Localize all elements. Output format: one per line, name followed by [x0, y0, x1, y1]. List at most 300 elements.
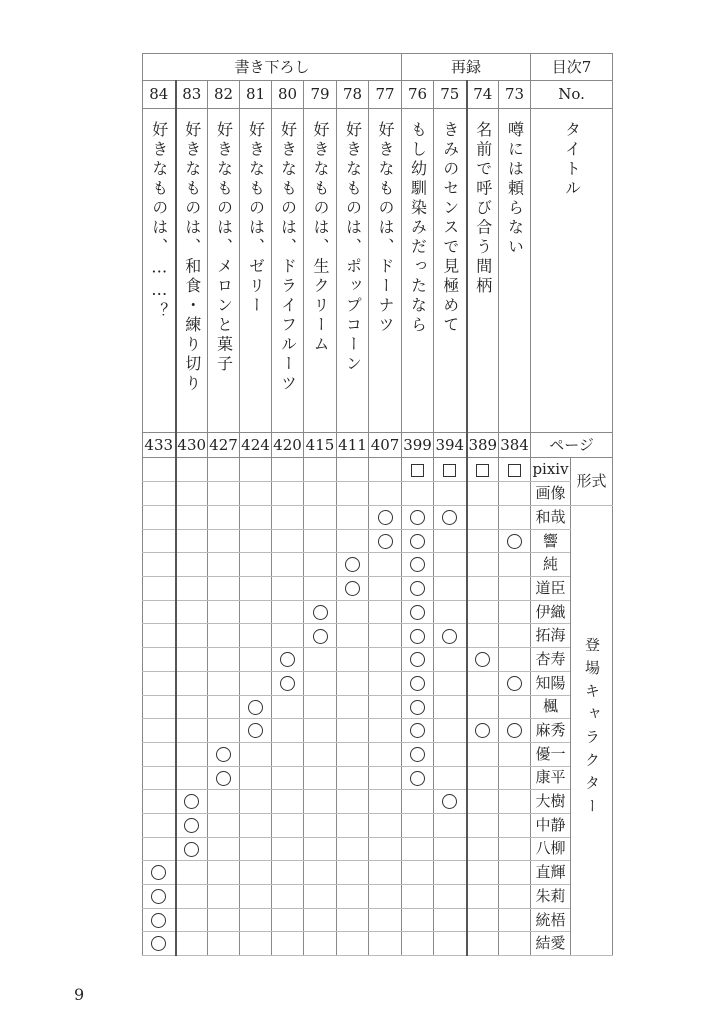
- episode-page: 433: [143, 433, 176, 458]
- episode-title-cell: [467, 109, 499, 433]
- appearance-cell: [304, 553, 337, 577]
- image-cell: [402, 482, 434, 506]
- appearance-cell: [208, 861, 240, 885]
- appearance-cell: [240, 766, 272, 790]
- appearance-cell: [240, 861, 272, 885]
- appearance-cell: [143, 600, 176, 624]
- appearance-cell: [337, 553, 369, 577]
- appearance-cell: [369, 671, 402, 695]
- appearance-cell: [499, 719, 531, 743]
- appearance-cell: [499, 648, 531, 672]
- episode-title: 名前で呼び合う間柄: [473, 121, 493, 297]
- appearance-cell: [434, 624, 467, 648]
- episode-page: 420: [272, 433, 304, 458]
- episode-number: 75: [434, 81, 467, 109]
- appearance-cell: [369, 908, 402, 932]
- appearance-cell: [337, 506, 369, 530]
- appearance-cell: [240, 813, 272, 837]
- appearance-circle-icon: [151, 889, 166, 904]
- character-name: 和哉: [531, 506, 571, 530]
- character-name: 大樹: [531, 790, 571, 814]
- episode-number: 76: [402, 81, 434, 109]
- appearance-cell: [208, 506, 240, 530]
- appearance-cell: [176, 529, 208, 553]
- appearance-cell: [369, 766, 402, 790]
- appearance-cell: [434, 600, 467, 624]
- appearance-cell: [499, 885, 531, 909]
- appearance-cell: [337, 648, 369, 672]
- appearance-circle-icon: [410, 700, 425, 715]
- appearance-circle-icon: [184, 818, 199, 833]
- appearance-cell: [208, 553, 240, 577]
- appearance-circle-icon: [475, 652, 490, 667]
- appearance-cell: [176, 553, 208, 577]
- appearance-cell: [240, 624, 272, 648]
- appearance-cell: [272, 577, 304, 601]
- appearance-cell: [176, 742, 208, 766]
- appearance-cell: [434, 719, 467, 743]
- appearance-cell: [337, 577, 369, 601]
- appearance-cell: [143, 529, 176, 553]
- appearance-circle-icon: [507, 723, 522, 738]
- appearance-circle-icon: [507, 676, 522, 691]
- appearance-cell: [176, 861, 208, 885]
- appearance-cell: [369, 885, 402, 909]
- pixiv-cell: [402, 458, 434, 482]
- appearance-cell: [434, 837, 467, 861]
- appearance-circle-icon: [248, 723, 263, 738]
- episode-number: 74: [467, 81, 499, 109]
- appearance-cell: [434, 529, 467, 553]
- appearance-circle-icon: [410, 534, 425, 549]
- appearance-cell: [208, 932, 240, 956]
- appearance-cell: [272, 861, 304, 885]
- appearance-cell: [272, 742, 304, 766]
- appearance-cell: [402, 885, 434, 909]
- character-name: 杏寿: [531, 648, 571, 672]
- appearance-cell: [208, 719, 240, 743]
- appearance-cell: [467, 837, 499, 861]
- appearance-cell: [434, 790, 467, 814]
- appearance-circle-icon: [313, 629, 328, 644]
- appearance-cell: [176, 932, 208, 956]
- appearance-cell: [304, 719, 337, 743]
- appearance-cell: [337, 742, 369, 766]
- appearance-circle-icon: [151, 936, 166, 951]
- appearance-cell: [240, 529, 272, 553]
- pixiv-cell: [304, 458, 337, 482]
- appearance-circle-icon: [410, 510, 425, 525]
- image-cell: [369, 482, 402, 506]
- appearance-cell: [499, 529, 531, 553]
- pixiv-cell: [176, 458, 208, 482]
- appearance-cell: [337, 671, 369, 695]
- appearance-cell: [176, 885, 208, 909]
- appearance-circle-icon: [410, 771, 425, 786]
- title-label: タイトル: [562, 121, 582, 199]
- episode-page: 394: [434, 433, 467, 458]
- pixiv-cell: [143, 458, 176, 482]
- appearance-cell: [369, 837, 402, 861]
- image-cell: [143, 482, 176, 506]
- character-name: 知陽: [531, 671, 571, 695]
- appearance-cell: [402, 553, 434, 577]
- episode-page: 415: [304, 433, 337, 458]
- appearance-cell: [143, 742, 176, 766]
- appearance-cell: [369, 506, 402, 530]
- appearance-cell: [176, 648, 208, 672]
- episode-title: 噂には頼らない: [505, 121, 525, 258]
- appearance-cell: [143, 908, 176, 932]
- appearance-cell: [369, 861, 402, 885]
- appearance-cell: [143, 648, 176, 672]
- appearance-cell: [337, 908, 369, 932]
- appearance-cell: [272, 932, 304, 956]
- appearance-cell: [337, 861, 369, 885]
- appearance-circle-icon: [410, 723, 425, 738]
- appearance-cell: [304, 648, 337, 672]
- pixiv-checkbox-icon: [508, 464, 521, 477]
- appearance-circle-icon: [184, 794, 199, 809]
- appearance-cell: [143, 624, 176, 648]
- appearance-cell: [208, 885, 240, 909]
- appearance-cell: [434, 813, 467, 837]
- appearance-cell: [499, 577, 531, 601]
- appearance-cell: [402, 529, 434, 553]
- appearance-circle-icon: [151, 865, 166, 880]
- image-cell: [499, 482, 531, 506]
- format-label: 形式: [571, 458, 613, 506]
- episode-title: 好きなものは、ゼリー: [246, 121, 266, 316]
- appearance-cell: [272, 790, 304, 814]
- appearance-cell: [402, 577, 434, 601]
- appearance-cell: [240, 932, 272, 956]
- appearance-cell: [240, 506, 272, 530]
- episode-number: 78: [337, 81, 369, 109]
- appearance-cell: [240, 790, 272, 814]
- appearance-cell: [467, 885, 499, 909]
- appearance-cell: [467, 932, 499, 956]
- appearance-cell: [176, 719, 208, 743]
- episode-title: 好きなものは、生クリーム: [311, 121, 330, 355]
- appearance-cell: [272, 695, 304, 719]
- pixiv-label: pixiv: [531, 458, 571, 482]
- appearance-circle-icon: [280, 676, 295, 691]
- episode-title-cell: [369, 109, 402, 433]
- page-label: ページ: [531, 433, 613, 458]
- appearance-circle-icon: [410, 581, 425, 596]
- appearance-cell: [499, 695, 531, 719]
- appearance-cell: [240, 885, 272, 909]
- appearance-cell: [434, 577, 467, 601]
- appearance-cell: [434, 671, 467, 695]
- appearance-cell: [176, 813, 208, 837]
- appearance-cell: [176, 624, 208, 648]
- appearance-cell: [337, 932, 369, 956]
- appearance-cell: [337, 695, 369, 719]
- appearance-cell: [304, 529, 337, 553]
- appearance-cell: [176, 908, 208, 932]
- appearance-cell: [402, 671, 434, 695]
- appearance-cell: [304, 885, 337, 909]
- episode-title-cell: [240, 109, 272, 433]
- appearance-circle-icon: [442, 794, 457, 809]
- appearance-cell: [402, 600, 434, 624]
- character-name: 優一: [531, 742, 571, 766]
- appearance-cell: [208, 648, 240, 672]
- appearance-cell: [434, 553, 467, 577]
- appearance-cell: [434, 695, 467, 719]
- appearance-cell: [467, 624, 499, 648]
- appearance-circle-icon: [410, 605, 425, 620]
- episode-number: 77: [369, 81, 402, 109]
- appearance-cell: [272, 766, 304, 790]
- episode-title: 好きなものは、ドーナツ: [376, 121, 395, 336]
- appearance-cell: [208, 837, 240, 861]
- episode-title-cell: [208, 109, 240, 433]
- appearance-cell: [369, 813, 402, 837]
- pixiv-checkbox-icon: [443, 464, 456, 477]
- appearance-cell: [304, 506, 337, 530]
- pixiv-cell: [208, 458, 240, 482]
- appearance-cell: [467, 506, 499, 530]
- appearance-cell: [143, 719, 176, 743]
- appearance-cell: [143, 837, 176, 861]
- appearance-cell: [240, 742, 272, 766]
- appearance-cell: [369, 932, 402, 956]
- appearance-circle-icon: [475, 723, 490, 738]
- appearance-cell: [467, 861, 499, 885]
- appearance-cell: [337, 529, 369, 553]
- character-name: 麻秀: [531, 719, 571, 743]
- appearance-cell: [240, 908, 272, 932]
- appearance-cell: [402, 861, 434, 885]
- image-cell: [434, 482, 467, 506]
- pixiv-cell: [467, 458, 499, 482]
- appearance-cell: [499, 837, 531, 861]
- appearance-cell: [402, 624, 434, 648]
- appearance-cell: [143, 813, 176, 837]
- appearance-cell: [176, 506, 208, 530]
- character-name: 結愛: [531, 932, 571, 956]
- appearance-cell: [208, 600, 240, 624]
- image-cell: [304, 482, 337, 506]
- appearance-cell: [272, 648, 304, 672]
- appearance-cell: [467, 600, 499, 624]
- page-number: 9: [74, 985, 85, 1004]
- episode-number: 80: [272, 81, 304, 109]
- appearance-cell: [337, 885, 369, 909]
- appearance-cell: [272, 624, 304, 648]
- episode-title-cell: [434, 109, 467, 433]
- appearance-cell: [304, 813, 337, 837]
- group-header-rerecord: 再録: [402, 54, 531, 81]
- appearance-cell: [499, 506, 531, 530]
- appearance-cell: [143, 885, 176, 909]
- character-name: 朱莉: [531, 885, 571, 909]
- episode-page: 424: [240, 433, 272, 458]
- appearance-cell: [467, 671, 499, 695]
- appearance-cell: [402, 719, 434, 743]
- appearance-cell: [467, 529, 499, 553]
- appearance-cell: [304, 577, 337, 601]
- appearance-cell: [176, 837, 208, 861]
- pixiv-checkbox-icon: [411, 464, 424, 477]
- appearance-circle-icon: [410, 629, 425, 644]
- appearance-cell: [337, 624, 369, 648]
- appearance-cell: [208, 529, 240, 553]
- episode-title: もし幼馴染みだったなら: [408, 121, 428, 336]
- pixiv-cell: [369, 458, 402, 482]
- appearance-cell: [272, 908, 304, 932]
- appearance-cell: [176, 600, 208, 624]
- appearance-cell: [402, 837, 434, 861]
- appearance-cell: [402, 813, 434, 837]
- appearance-circle-icon: [507, 534, 522, 549]
- appearance-cell: [208, 790, 240, 814]
- episode-number: 83: [176, 81, 208, 109]
- episode-page: 389: [467, 433, 499, 458]
- appearance-circle-icon: [280, 652, 295, 667]
- appearance-cell: [499, 553, 531, 577]
- appearance-cell: [272, 837, 304, 861]
- appearance-circle-icon: [345, 557, 360, 572]
- appearance-cell: [369, 648, 402, 672]
- appearance-cell: [337, 766, 369, 790]
- appearance-cell: [369, 742, 402, 766]
- appearance-cell: [143, 695, 176, 719]
- appearance-circle-icon: [151, 913, 166, 928]
- no-label: No.: [531, 81, 613, 109]
- appearance-cell: [434, 861, 467, 885]
- appearance-cell: [402, 506, 434, 530]
- character-name: 統梧: [531, 908, 571, 932]
- appearance-circle-icon: [410, 747, 425, 762]
- appearance-cell: [143, 506, 176, 530]
- appearance-cell: [304, 861, 337, 885]
- appearance-cell: [369, 719, 402, 743]
- appearance-cell: [499, 813, 531, 837]
- image-cell: [467, 482, 499, 506]
- appearance-cell: [434, 648, 467, 672]
- appearance-cell: [499, 766, 531, 790]
- character-name: 拓海: [531, 624, 571, 648]
- appearance-circle-icon: [378, 534, 393, 549]
- appearance-circle-icon: [378, 510, 393, 525]
- appearance-cell: [304, 908, 337, 932]
- appearance-cell: [272, 671, 304, 695]
- characters-label: 登場キャラクター: [583, 637, 602, 822]
- appearance-cell: [240, 837, 272, 861]
- appearance-cell: [369, 790, 402, 814]
- appearance-cell: [240, 671, 272, 695]
- characters-label-cell: [571, 506, 613, 956]
- episode-page: 384: [499, 433, 531, 458]
- appearance-cell: [499, 600, 531, 624]
- appearance-cell: [304, 624, 337, 648]
- group-header-new: 書き下ろし: [143, 54, 402, 81]
- episode-number: 79: [304, 81, 337, 109]
- appearance-circle-icon: [216, 747, 231, 762]
- appearance-cell: [369, 577, 402, 601]
- episode-number: 81: [240, 81, 272, 109]
- image-cell: [337, 482, 369, 506]
- appearance-cell: [272, 506, 304, 530]
- episode-title-cell: [272, 109, 304, 433]
- image-cell: [240, 482, 272, 506]
- appearance-cell: [402, 695, 434, 719]
- appearance-circle-icon: [313, 605, 328, 620]
- appearance-circle-icon: [410, 557, 425, 572]
- character-name: 中静: [531, 813, 571, 837]
- appearance-cell: [337, 719, 369, 743]
- appearance-cell: [208, 908, 240, 932]
- appearance-cell: [337, 837, 369, 861]
- episode-title-cell: [304, 109, 337, 433]
- appearance-cell: [143, 553, 176, 577]
- appearance-cell: [499, 861, 531, 885]
- appearance-cell: [240, 648, 272, 672]
- appearance-circle-icon: [345, 581, 360, 596]
- pixiv-cell: [499, 458, 531, 482]
- appearance-cell: [402, 790, 434, 814]
- appearance-cell: [143, 671, 176, 695]
- appearance-cell: [304, 695, 337, 719]
- episode-title-cell: [337, 109, 369, 433]
- appearance-cell: [369, 624, 402, 648]
- appearance-cell: [499, 790, 531, 814]
- pixiv-cell: [272, 458, 304, 482]
- appearance-circle-icon: [216, 771, 231, 786]
- character-name: 康平: [531, 766, 571, 790]
- episode-title-cell: [499, 109, 531, 433]
- appearance-cell: [467, 790, 499, 814]
- episode-page: 399: [402, 433, 434, 458]
- appearance-cell: [208, 624, 240, 648]
- appearance-cell: [176, 671, 208, 695]
- appearance-cell: [434, 932, 467, 956]
- character-name: 純: [531, 553, 571, 577]
- appearance-cell: [369, 553, 402, 577]
- appearance-cell: [337, 813, 369, 837]
- appearance-cell: [402, 742, 434, 766]
- appearance-cell: [402, 908, 434, 932]
- appearance-cell: [467, 719, 499, 743]
- appearance-cell: [467, 577, 499, 601]
- appearance-cell: [434, 908, 467, 932]
- pixiv-cell: [337, 458, 369, 482]
- appearance-cell: [304, 671, 337, 695]
- title-label-cell: [531, 109, 613, 433]
- character-name: 道臣: [531, 577, 571, 601]
- appearance-cell: [467, 742, 499, 766]
- appearance-cell: [272, 529, 304, 553]
- appearance-cell: [369, 600, 402, 624]
- appearance-cell: [240, 719, 272, 743]
- episode-title-cell: [143, 109, 176, 433]
- appearance-cell: [434, 766, 467, 790]
- episode-page: 411: [337, 433, 369, 458]
- appearance-cell: [143, 577, 176, 601]
- appearance-circle-icon: [442, 629, 457, 644]
- appearance-cell: [467, 695, 499, 719]
- appearance-cell: [272, 553, 304, 577]
- appearance-cell: [499, 742, 531, 766]
- appearance-cell: [369, 529, 402, 553]
- appearance-cell: [337, 600, 369, 624]
- appearance-cell: [143, 932, 176, 956]
- image-label: 画像: [531, 482, 571, 506]
